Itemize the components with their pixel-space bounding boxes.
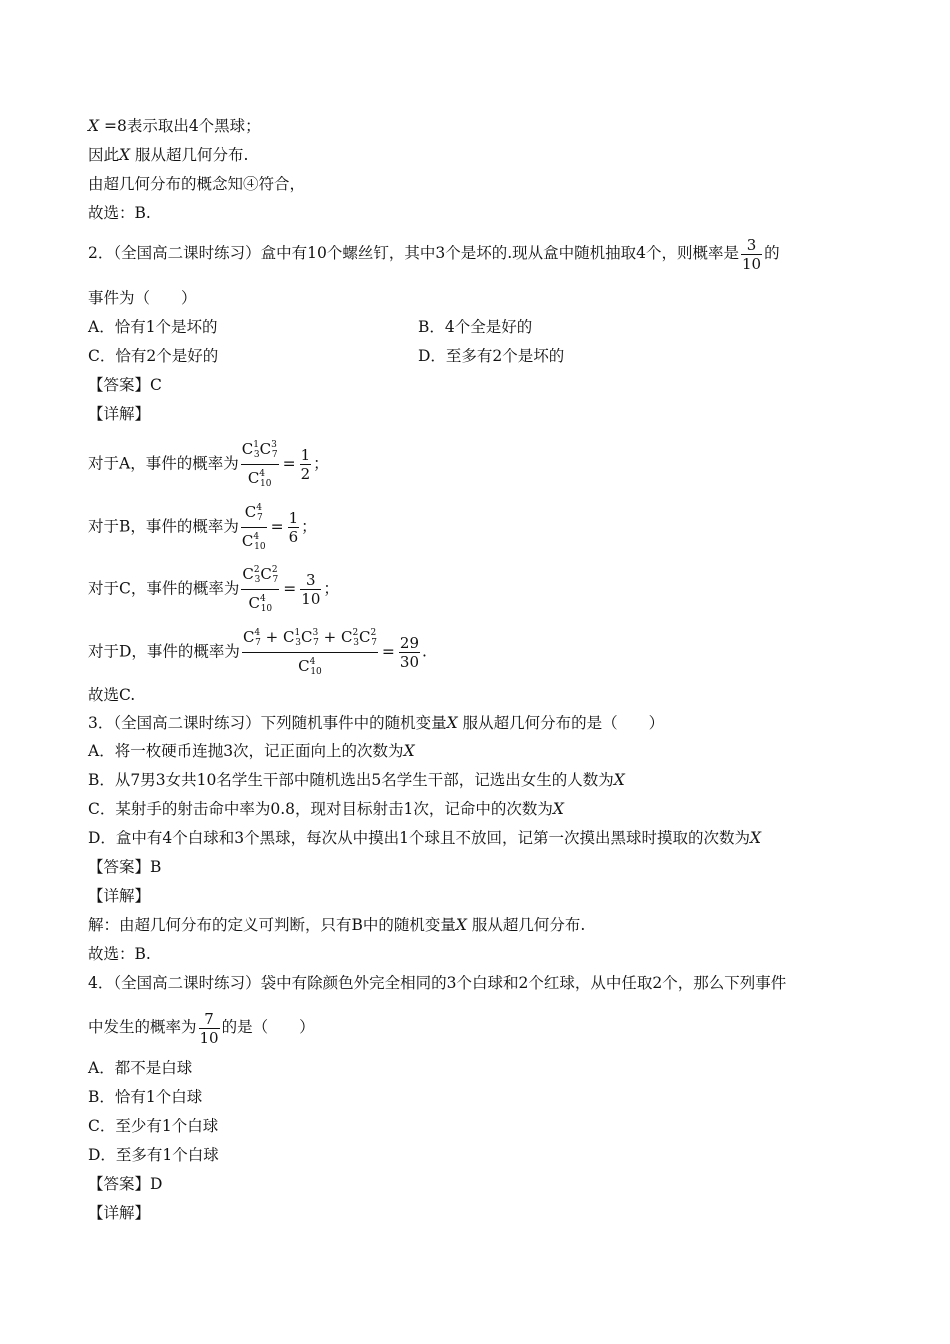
- text: B．从7男3女共10名学生干部中随机选出5名学生干部，记选出女生的人数为: [88, 771, 614, 789]
- answer-label: 【答案】C: [88, 376, 162, 394]
- detail-label: 【详解】: [88, 887, 151, 905]
- denominator: 10: [301, 590, 321, 608]
- denominator: 2: [300, 465, 311, 483]
- conclusion: 故选C.: [88, 686, 136, 704]
- variable-x: X: [552, 800, 564, 818]
- question-2-stem: [88, 232, 780, 274]
- variable-x: X: [88, 117, 100, 135]
- combination-fraction: $\frac{C^2_3C^2_7}{C^4_{10}}$: [241, 561, 279, 618]
- text: ；: [323, 579, 339, 598]
- text: 对于A，事件的概率为: [88, 454, 239, 473]
- denominator: 10: [199, 1028, 219, 1047]
- answer-label: 【答案】D: [88, 1175, 163, 1193]
- combination-fraction: $\frac{C^4_7}{C^4_{10}}$: [241, 499, 267, 556]
- combination-fraction: $\frac{C^1_3C^3_7}{C^4_{10}}$: [241, 436, 279, 493]
- option-d: [88, 828, 761, 848]
- numerator: 3: [300, 571, 321, 590]
- variable-x: X: [613, 771, 625, 789]
- numerator: 29: [399, 634, 420, 652]
- text: C．某射手的射击命中率为0.8，现对目标射击1次，记命中的次数为: [88, 800, 553, 818]
- numerator: 1: [300, 446, 311, 464]
- result-fraction: [300, 446, 312, 483]
- combination-fraction: $\frac{C^4_7 + C^1_3C^3_7 + C^2_3C^2_7}{C^4_{10}}$: [242, 624, 378, 681]
- text: =8表示取出4个黑球；: [99, 117, 261, 135]
- solution-d: 对于D，事件的概率为 $\frac{C^4_7 + C^1_3C^3_7 + C^2_3C^2_7}{C^4_{10}}$ = $\frac{29}{30}$ .: [88, 624, 427, 681]
- option-b: B．恰有1个白球: [88, 1088, 203, 1106]
- option-c: C．至少有1个白球: [88, 1117, 219, 1135]
- option-d: D．至多有2个是坏的: [418, 347, 565, 365]
- solution-line: 故选：B.: [88, 204, 151, 222]
- text: 对于B，事件的概率为: [88, 517, 239, 536]
- denominator: 30: [399, 653, 420, 671]
- solution-line: [88, 915, 585, 935]
- option-c: C．恰有2个是好的: [88, 347, 219, 365]
- text: 解：由超几何分布的定义可判断，只有B中的随机变量: [88, 916, 456, 934]
- option-a: A．恰有1个是坏的: [88, 318, 218, 336]
- solution-line: 由超几何分布的概念知④符合，: [88, 175, 306, 193]
- option-b: [88, 770, 625, 790]
- text: 因此: [88, 146, 120, 164]
- text: D．盒中有4个白球和3个黑球，每次从中摸出1个球且不放回，记第一次摸出黑球时摸取的次数为: [88, 829, 751, 847]
- fraction: [741, 236, 762, 273]
- text: ；: [313, 454, 329, 473]
- text: 3．（全国高二课时练习）下列随机事件中的随机变量: [88, 714, 447, 732]
- text: 2．（全国高二课时练习）盒中有10个螺丝钉，其中3个是坏的.现从盒中随机抽取4个，则概率是: [88, 244, 739, 262]
- option-d: D．至多有1个白球: [88, 1146, 219, 1164]
- denominator: 10: [742, 254, 762, 273]
- answer-label: 【答案】B: [88, 858, 162, 876]
- question-3-stem: [88, 713, 664, 733]
- solution-line: [88, 145, 248, 165]
- question-4-stem-cont: [88, 1006, 315, 1048]
- result-fraction: [300, 571, 321, 608]
- text: A．将一枚硬币连抛3次，记正面向上的次数为: [88, 742, 404, 760]
- text: 的是（ ）: [221, 1018, 315, 1036]
- result-fraction: [288, 509, 300, 546]
- text: 对于C，事件的概率为: [88, 579, 240, 598]
- numerator: 1: [288, 509, 299, 527]
- option-b: B．4个全是好的: [418, 318, 533, 336]
- question-2-stem-cont: 事件为（ ）: [88, 289, 197, 307]
- variable-x: X: [403, 742, 415, 760]
- solution-b: 对于B，事件的概率为 $\frac{C^4_7}{C^4_{10}}$ = $\frac{1}{6}$ ；: [88, 499, 317, 556]
- text: ；: [301, 517, 317, 536]
- numerator: 7: [199, 1010, 220, 1029]
- solution-line: [88, 116, 261, 136]
- numerator: 3: [741, 236, 762, 255]
- conclusion: 故选：B.: [88, 945, 151, 963]
- variable-x: X: [750, 829, 762, 847]
- fraction: [199, 1010, 220, 1047]
- text: .: [422, 642, 427, 661]
- text: 中发生的概率为: [88, 1018, 197, 1036]
- option-a: A．都不是白球: [88, 1059, 193, 1077]
- denominator: 6: [288, 528, 299, 546]
- solution-a: 对于A，事件的概率为 $\frac{C^1_3C^3_7}{C^4_{10}}$ = $\frac{1}{2}$ ；: [88, 436, 329, 493]
- variable-x: X: [119, 146, 131, 164]
- option-c: [88, 799, 564, 819]
- question-4-stem: 4．（全国高二课时练习）袋中有除颜色外完全相同的3个白球和2个红球，从中任取2个，那么下列事件: [88, 974, 787, 992]
- detail-label: 【详解】: [88, 405, 151, 423]
- text: 服从超几何分布.: [466, 916, 586, 934]
- solution-c: 对于C，事件的概率为 $\frac{C^2_3C^2_7}{C^4_{10}}$ = $\frac{3}{10}$ ；: [88, 561, 339, 618]
- detail-label: 【详解】: [88, 1204, 151, 1222]
- text: 服从超几何分布的是（ ）: [457, 714, 665, 732]
- option-a: [88, 741, 415, 761]
- text: 的: [764, 244, 780, 262]
- variable-x: X: [446, 714, 458, 732]
- result-fraction: [399, 634, 420, 671]
- variable-x: X: [455, 916, 467, 934]
- text: 服从超几何分布.: [130, 146, 249, 164]
- text: 对于D，事件的概率为: [88, 642, 240, 661]
